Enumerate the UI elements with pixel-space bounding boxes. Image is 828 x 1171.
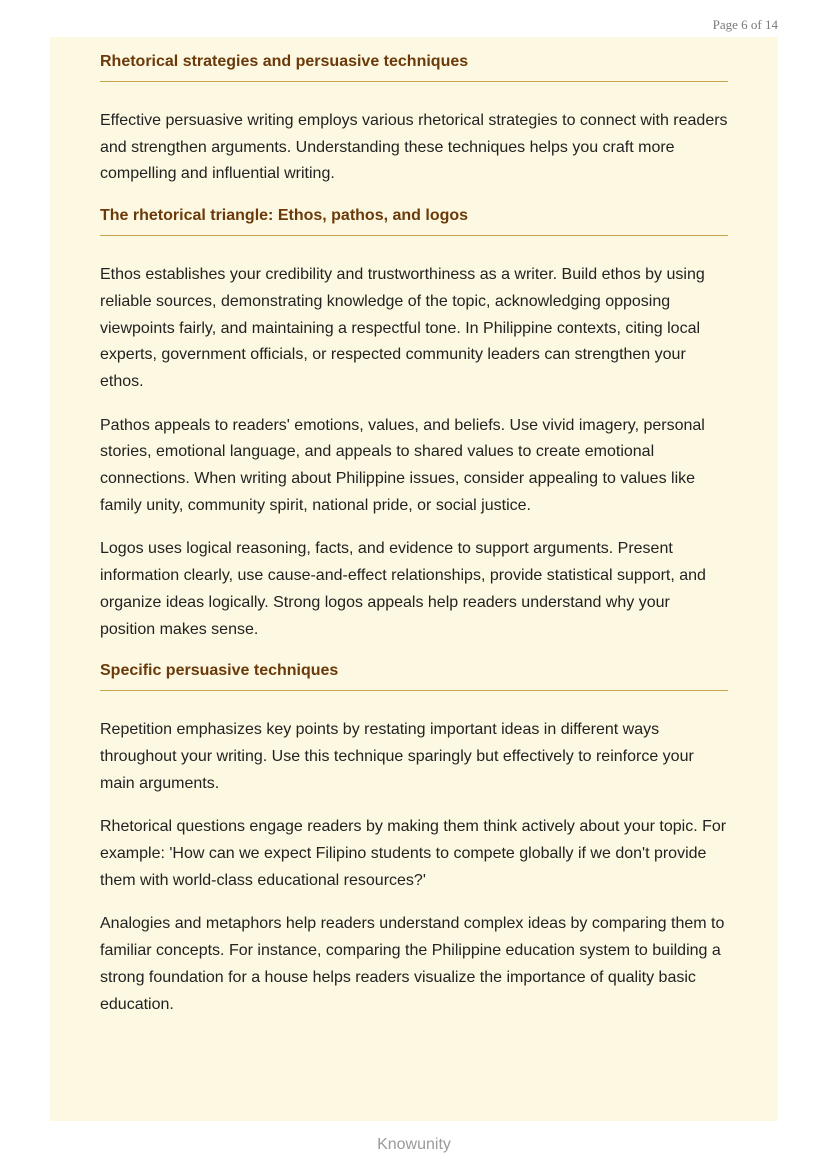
section-persuasive-techniques bbox=[100, 660, 728, 1018]
section-heading: Rhetorical strategies and persuasive techniques bbox=[100, 53, 469, 70]
footer-brand-logo-text: Knowunity bbox=[377, 1136, 451, 1153]
paragraph-pathos: Pathos appeals to readers' emotions, values, and beliefs. Use vivid imagery, personal stories, emotional language, and appeals to shared values to create emotional connections. When writing about Philippine issues, consider appealing to values like family unity, community spirit, national pride, or social justice. bbox=[100, 416, 705, 514]
paragraph: Effective persuasive writing employs various rhetorical strategies to connect with readers and strengthen arguments. Understanding these techniques helps you craft more compelling and influential writing. bbox=[100, 112, 728, 183]
page-number: Page 6 of 14 bbox=[712, 17, 778, 32]
section-rhetorical-strategies bbox=[100, 51, 728, 188]
paragraph-repetition: Repetition emphasizes key points by restating important ideas in different ways throughout your writing. Use this technique sparingly but effectively to reinforce your main arguments. bbox=[100, 721, 694, 792]
section-divider bbox=[100, 81, 728, 82]
section-heading: The rhetorical triangle: Ethos, pathos, and logos bbox=[100, 207, 469, 225]
section-rhetorical-triangle bbox=[100, 205, 728, 643]
paragraph-analogies: Analogies and metaphors help readers understand complex ideas by comparing them to familiar concepts. For instance, comparing the Philippine education system to building a strong foundation for a house helps readers visualize the importance of quality basic education. bbox=[100, 915, 725, 1013]
section-divider bbox=[100, 690, 728, 691]
section-divider bbox=[100, 235, 728, 236]
paragraph-rhetorical-questions: Rhetorical questions engage readers by making them think actively about your topic. For example: 'How can we expect Filipino students to compete globally if we don't provide them with world-class educational resources?' bbox=[100, 818, 727, 889]
paragraph-ethos: Ethos establishes your credibility and trustworthiness as a writer. Build ethos by using reliable sources, demonstrating knowledge of the topic, acknowledging opposing viewpoints fairly, and maintaining a respectful tone. In Philippine contexts, citing local experts, government officials, or respected community leaders can strengthen your ethos. bbox=[100, 266, 705, 390]
document-page-card bbox=[50, 37, 778, 1121]
section-heading: Specific persuasive techniques bbox=[100, 662, 339, 680]
paragraph-logos: Logos uses logical reasoning, facts, and evidence to support arguments. Present information clearly, use cause-and-effect relationships, provide statistical support, and organize ideas logically. Strong logos appeals help readers understand why your position makes sense. bbox=[100, 540, 706, 638]
